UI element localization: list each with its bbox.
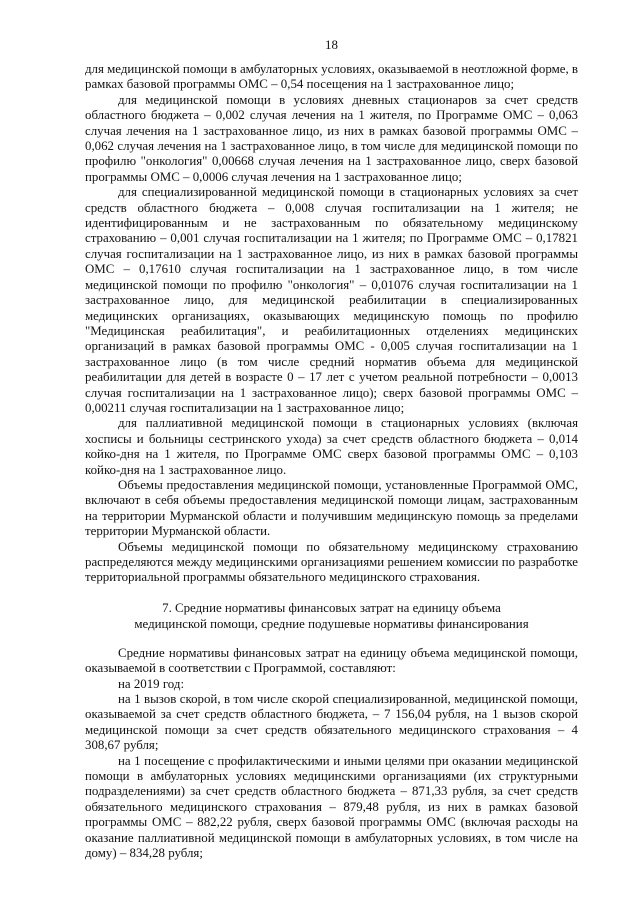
- section-heading: [85, 600, 578, 632]
- paragraph: для специализированной медицинской помощи в стационарных условиях за счет средств областного бюджета – 0,008 случая госпитализации на 1 жителя; не идентифицированным и не застрахованным по обязательному медицинскому страхованию – 0,001 случая госпитализации на 1 жителя; по Программе ОМС – 0,17821 случая госпитализации на 1 застрахованное лицо, из них в рамках базовой программы ОМС – 0,17610 случая госпитализации на 1 застрахованное лицо, в том числе медицинской помощи по профилю "онкология" – 0,01076 случая госпитализации на 1 застрахованное лицо, для медицинской реабилитации в специализированных медицинских организациях, оказывающих медицинскую помощь по профилю "Медицинская реабилитация", и реабилитационных отделениях медицинских организаций в рамках базовой программы ОМС - 0,005 случая госпитализации на 1 застрахованное лицо (в том числе средний норматив объема для медицинской реабилитации для детей в возрасте 0 – 17 лет с учетом реальной потребности – 0,0013 случая госпитализации на 1 застрахованное лицо); сверх базовой программы ОМС – 0,00211 случая госпитализации на 1 застрахованное лицо;: [85, 185, 578, 415]
- section-heading-line: медицинской помощи, средние подушевые нормативы финансирования: [134, 616, 529, 631]
- page-number: 18: [325, 38, 338, 52]
- paragraphs-before: [85, 62, 578, 586]
- paragraph: Средние нормативы финансовых затрат на единицу объема медицинской помощи, оказываемой в соответствии с Программой, составляют:: [85, 645, 578, 676]
- paragraph: для медицинской помощи в амбулаторных условиях, оказываемой в неотложной форме, в рамках базовой программы ОМС – 0,54 посещения на 1 застрахованное лицо;: [85, 62, 579, 92]
- paragraph: на 1 посещение с профилактическими и иными целями при оказании медицинской помощи в амбулаторных условиях медицинскими организациями (их структурными подразделениями) за счет средств областного бюджета – 871,33 рубля, за счет средств обязательного медицинского страхования – 879,48 рубля, из них в рамках базовой программы ОМС – 882,22 рубля, сверх базовой программы ОМС (включая расходы на оказание паллиативной медицинской помощи в амбулаторных условиях, в том числе на дому) – 834,28 рубля;: [85, 753, 578, 861]
- paragraph: на 1 вызов скорой, в том числе скорой специализированной, медицинской помощи, оказываемой за счет средств областного бюджета, – 7 156,04 рубля, на 1 вызов скорой медицинской помощи за счет средств обязательного медицинского страхования – 4 308,67 рубля;: [85, 692, 578, 753]
- paragraphs-after: [85, 646, 578, 862]
- paragraph: Объемы медицинской помощи по обязательному медицинскому страхованию распределяются между медицинскими организациями решением комиссии по разработке территориальной программы обязательного медицинского страхования.: [85, 539, 578, 585]
- paragraph: для паллиативной медицинской помощи в стационарных условиях (включая хосписы и больницы сестринского ухода) за счет средств областного бюджета – 0,014 койко-дня на 1 жителя, по Программе ОМС сверх базовой программы ОМС – 0,103 койко-дня на 1 застрахованное лицо.: [85, 416, 578, 477]
- section-heading-line: 7. Средние нормативы финансовых затрат на единицу объема: [162, 600, 501, 615]
- paragraph: Объемы предоставления медицинской помощи, установленные Программой ОМС, включают в себя объемы предоставления медицинской помощи лицам, застрахованным на территории Мурманской области и получившим медицинскую помощь за пределами территории Мурманской области.: [85, 477, 578, 539]
- paragraph: для медицинской помощи в условиях дневных стационаров за счет средств областного бюджета – 0,002 случая лечения на 1 жителя, по Программе ОМС – 0,063 случая лечения на 1 застрахованное лицо, из них в рамках базовой программы ОМС – 0,062 случая лечения на 1 застрахованное лицо, в том числе для медицинской помощи по профилю "онкология" 0,00668 случая лечения на 1 застрахованное лицо, сверх базовой программы ОМС – 0,0006 случая лечения на 1 застрахованное лицо;: [85, 92, 578, 184]
- paragraph: на 2019 год:: [118, 676, 185, 691]
